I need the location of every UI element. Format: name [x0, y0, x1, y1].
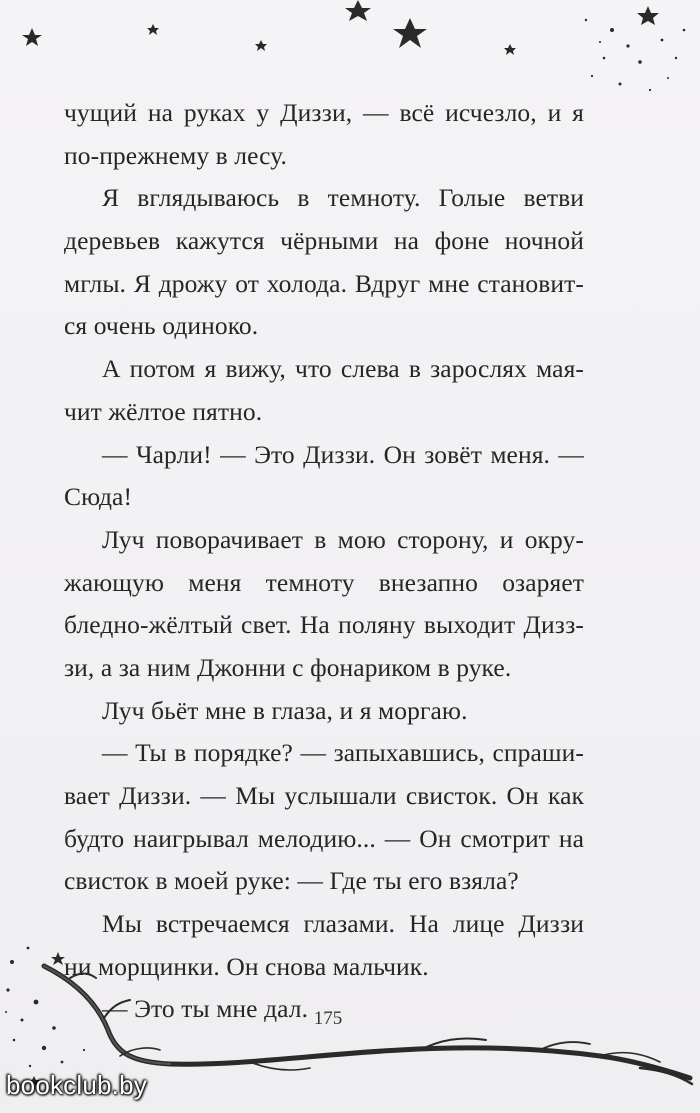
- text-line: — Чарли! — Это Диззи. Он зовёт меня. —: [102, 439, 584, 469]
- text-line: чущий на руках у Диззи, — всё исчезло, и я: [64, 98, 584, 127]
- text-line: будто наигрывал мелодию... — Он смотрит на: [64, 823, 584, 853]
- text-line: Мы встречаемся глазами. На лице Диззи: [102, 909, 584, 939]
- text-line: Сюда!: [64, 482, 133, 512]
- star-icon: [345, 0, 371, 21]
- star-icon: [22, 28, 42, 46]
- text-line: вает Диззи. — Мы услышали свисток. Он как: [64, 781, 584, 810]
- body-text: [64, 92, 584, 1031]
- text-line: деревьев кажутся чёрными на фоне ночной: [64, 226, 584, 256]
- speckles-top-right: [585, 19, 686, 91]
- star-icon: [255, 40, 267, 51]
- watermark: bookclub.by: [6, 1070, 147, 1100]
- text-line: по-прежнему в лесу.: [64, 140, 287, 170]
- text-line: мглы. Я дрожу от холода. Вдруг мне становит-: [64, 268, 584, 298]
- text-line: А потом я вижу, что слева в зарослях мая-: [102, 354, 584, 384]
- text-line: жающую меня темноту внезапно озаряет: [64, 567, 584, 597]
- star-icon: [637, 6, 659, 25]
- star-icon: [393, 18, 427, 48]
- text-line: Луч бьёт мне в глаза, и я моргаю.: [102, 695, 468, 725]
- text-line: — Это ты мне дал.: [102, 994, 309, 1024]
- text-line: ни морщинки. Он снова мальчик.: [64, 951, 429, 981]
- text-line: Луч поворачивает в мою сторону, и окру-: [102, 524, 584, 554]
- star-icon: [51, 952, 65, 965]
- text-line: Я вглядываюсь в темноту. Голые ветви: [102, 183, 584, 213]
- star-icon: [147, 24, 159, 35]
- text-line: свисток в моей руке: — Где ты его взяла?: [64, 866, 519, 896]
- star-icon: [504, 44, 516, 55]
- text-line: ся очень одиноко.: [64, 311, 259, 341]
- text-line: чит жёлтое пятно.: [64, 396, 263, 426]
- text-line: бледно-жёлтый свет. На поляну выходит Дизз-: [64, 610, 584, 640]
- text-line: зи, а за ним Джонни с фонариком в руке.: [64, 652, 512, 682]
- text-line: — Ты в порядке? — запыхавшись, спраши-: [102, 738, 584, 768]
- page-number: 175: [313, 1008, 343, 1029]
